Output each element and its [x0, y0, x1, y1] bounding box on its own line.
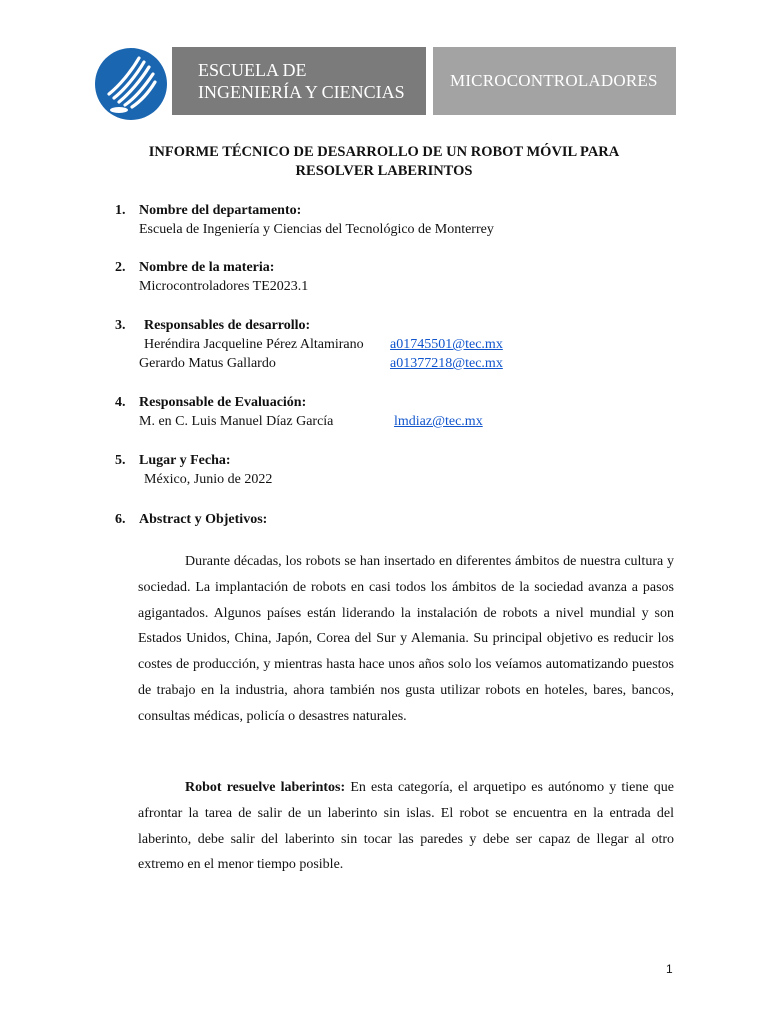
document-title: INFORME TÉCNICO DE DESARROLLO DE UN ROBOT MÓVIL PARA RESOLVER LABERINTOS	[148, 144, 620, 179]
tec-flame-logo-icon	[95, 48, 167, 120]
course-header-box	[433, 47, 676, 115]
section-heading: Responsable de Evaluación:	[139, 395, 307, 410]
section-heading: Abstract y Objetivos:	[139, 512, 268, 527]
section-number: 5.	[115, 453, 126, 468]
maze-robot-paragraph: Robot resuelve laberintos: En esta categoría, el arquetipo es autónomo y tiene que afrontar la tarea de salir de un laberinto sin islas. El robot se encuentra en la entrada del laberinto, debe salir del laberinto sin tocar las paredes y debe ser capaz de llegar al otro extremo en el menor tiempo posible.	[138, 780, 674, 873]
school-name: ESCUELA DE INGENIERÍA Y CIENCIAS	[198, 60, 405, 102]
section-number: 1.	[115, 203, 126, 218]
abstract-paragraph: Durante décadas, los robots se han insertado en diferentes ámbitos de nuestra cultura y sociedad. La implantación de robots en casi todos los ámbitos de la sociedad avanza a pasos agigantados. Algunos países están liderando la instalación de robots a nivel mundial y son Estados Unidos, China, Japón, Corea del Sur y Alemania. Su principal objetivo es reducir los costes de producción, y mientras hasta hace unos años solo los veíamos automatizando puestos de trabajo en la industria, ahora también nos gusta utilizar robots en hoteles, bares, bancos, consultas médicas, policía o desastres naturales.	[138, 554, 674, 724]
school-header-box	[172, 47, 426, 115]
evaluator-email-link[interactable]: lmdiaz@tec.mx	[394, 414, 483, 429]
developer-email-link[interactable]: a01377218@tec.mx	[390, 356, 503, 371]
course-code: Microcontroladores TE2023.1	[139, 279, 309, 294]
section-number: 2.	[115, 260, 126, 275]
section-number: 6.	[115, 512, 126, 527]
evaluator-name: M. en C. Luis Manuel Díaz García	[139, 414, 334, 429]
section-heading: Responsables de desarrollo:	[144, 318, 311, 333]
developer-name: Heréndira Jacqueline Pérez Altamirano	[144, 337, 364, 352]
section-heading: Nombre de la materia:	[139, 260, 275, 275]
section-number: 4.	[115, 395, 126, 410]
section-heading: Lugar y Fecha:	[139, 453, 231, 468]
department-name: Escuela de Ingeniería y Ciencias del Tecnológico de Monterrey	[139, 222, 494, 237]
section-heading: Nombre del departamento:	[139, 203, 302, 218]
place-date: México, Junio de 2022	[144, 472, 273, 487]
developer-name: Gerardo Matus Gallardo	[139, 356, 276, 371]
developer-email-link[interactable]: a01745501@tec.mx	[390, 337, 503, 352]
page-number: 1	[666, 962, 673, 976]
course-name: MICROCONTROLADORES	[450, 71, 658, 90]
section-number: 3.	[115, 318, 126, 333]
maze-robot-label: Robot resuelve laberintos:	[185, 780, 346, 795]
